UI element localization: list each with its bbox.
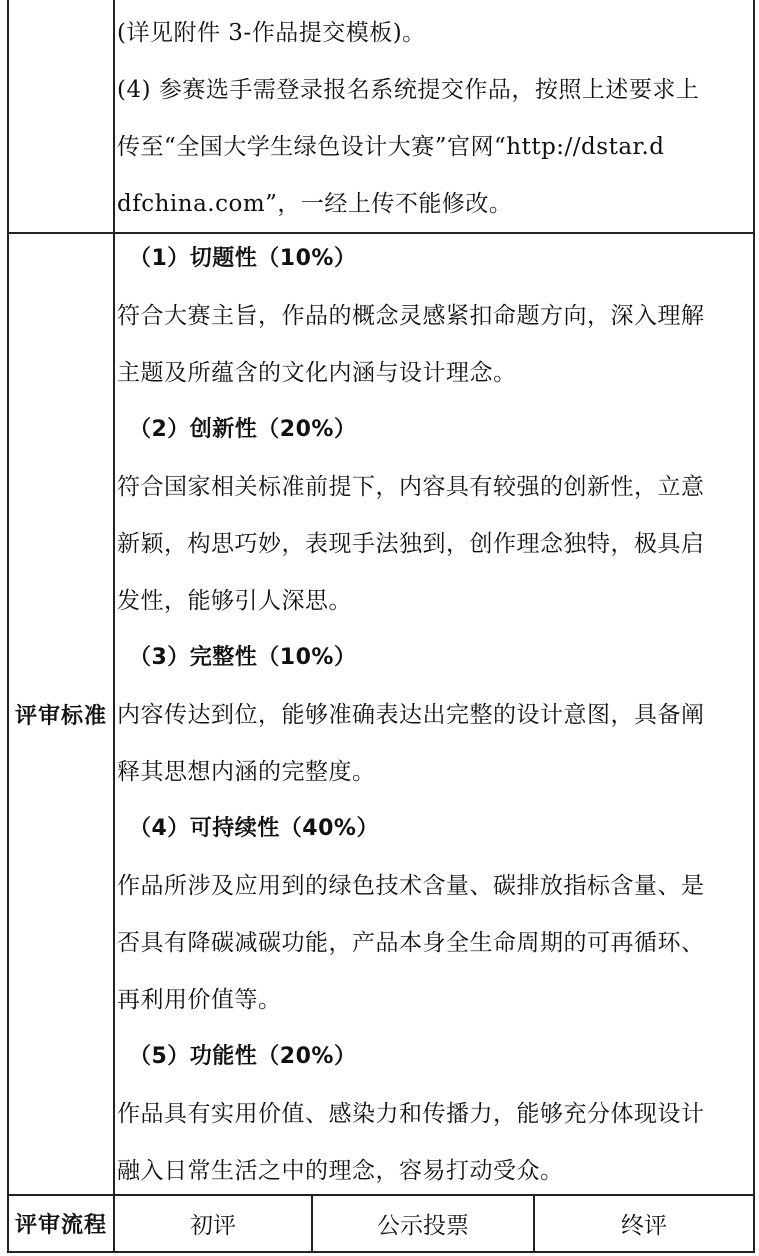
criterion-heading: （1）切题性（10%） [129,246,357,271]
criterion-heading: （2）创新性（20%） [129,417,357,442]
criterion-text: 发性，能够引人深思。 [117,588,352,614]
criterion-text: 符合国家相关标准前提下，内容具有较强的创新性，立意 [117,474,705,500]
process-stage-final: 终评 [621,1213,667,1239]
submission-line-url: dfchina.com”，一经上传不能修改。 [117,191,513,217]
submission-row [9,0,753,234]
submission-label-cell [9,0,115,232]
criterion-text: 释其思想内涵的完整度。 [117,759,376,785]
criteria-row [9,234,753,1196]
criterion-text: 融入日常生活之中的理念，容易打动受众。 [117,1158,564,1184]
submission-content [115,0,753,232]
process-stage-preliminary: 初评 [115,1196,313,1251]
document-table [7,0,755,1253]
submission-line-url: 传至“全国大学生绿色设计大赛”官网“http://dstar.d [117,134,665,160]
criterion-text: 主题及所蕴含的文化内涵与设计理念。 [117,360,517,386]
criterion-text: 再利用价值等。 [117,987,282,1013]
criterion-text: 符合大赛主旨，作品的概念灵感紧扣命题方向，深入理解 [117,303,705,329]
criterion-text: 内容传达到位，能够准确表达出完整的设计意图，具备阐 [117,702,705,728]
criteria-label-cell [9,234,115,1194]
submission-line: (详见附件 3-作品提交模板)。 [117,20,426,46]
criterion-text: 作品所涉及应用到的绿色技术含量、碳排放指标含量、是 [117,873,705,899]
submission-line: (4) 参赛选手需登录报名系统提交作品，按照上述要求上 [117,77,700,103]
criterion-text: 新颖，构思巧妙，表现手法独到，创作理念独特，极具启 [117,531,705,557]
process-stage-public-vote: 公示投票 [313,1196,535,1251]
criterion-text: 作品具有实用价值、感染力和传播力，能够充分体现设计 [117,1101,705,1127]
process-row [9,1196,753,1251]
process-label: 评审流程 [14,1213,107,1238]
criteria-content [115,234,753,1194]
process-label-cell [9,1196,115,1251]
criteria-label: 评审标准 [14,703,107,729]
criterion-heading: （3）完整性（10%） [129,645,357,670]
criterion-heading: （5）功能性（20%） [129,1044,357,1069]
criterion-heading: （4）可持续性（40%） [129,816,379,841]
criterion-text: 否具有降碳减碳功能，产品本身全生命周期的可再循环、 [117,930,705,956]
